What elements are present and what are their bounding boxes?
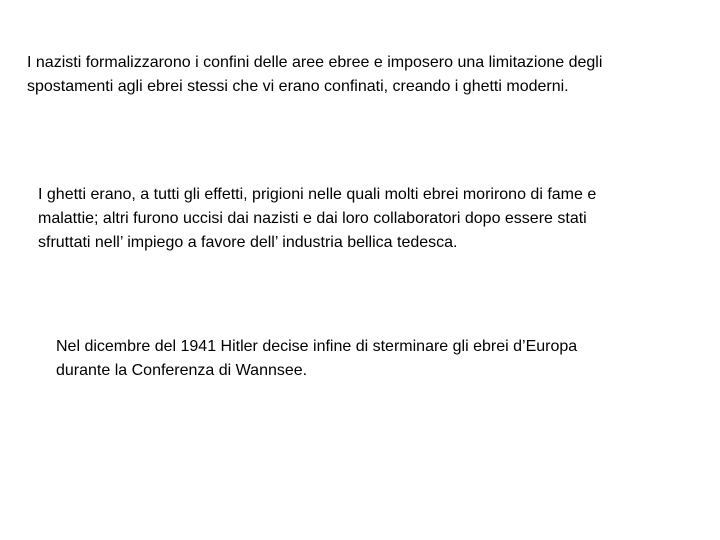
- paragraph-nazi-ghetto-confinement: [27, 51, 602, 99]
- paragraph-ghetto-conditions: [38, 183, 596, 255]
- text-line: spostamenti agli ebrei stessi che vi erano confinati, creando i ghetti moderni.: [27, 78, 569, 95]
- text-line: I ghetti erano, a tutti gli effetti, prigioni nelle quali molti ebrei morirono di fame e: [38, 186, 597, 203]
- text-line: durante la Conferenza di Wannsee.: [56, 362, 308, 379]
- text-line: malattie; altri furono uccisi dai nazisti e dai loro collaboratori dopo essere stati: [38, 210, 587, 227]
- text-line: Nel dicembre del 1941 Hitler decise infine di sterminare gli ebrei d’Europa: [56, 338, 578, 355]
- paragraph-wannsee-conference: [56, 335, 577, 383]
- text-line: I nazisti formalizzarono i confini delle aree ebree e imposero una limitazione degli: [27, 54, 603, 71]
- text-line: sfruttati nell’ impiego a favore dell’ industria bellica tedesca.: [38, 234, 458, 251]
